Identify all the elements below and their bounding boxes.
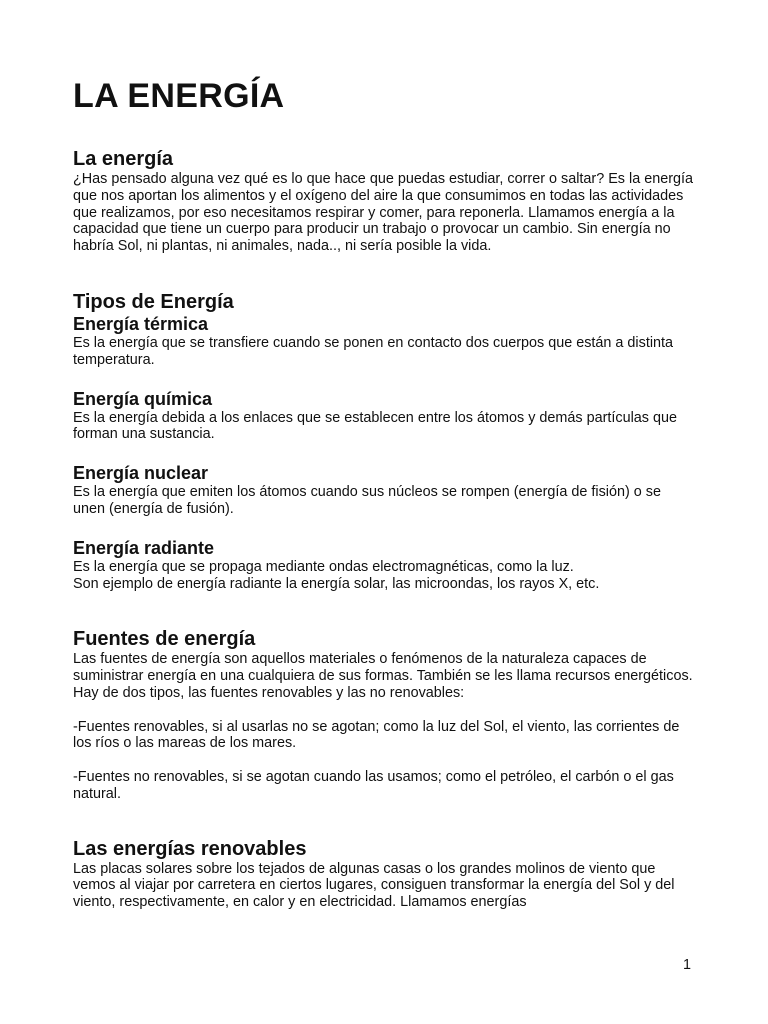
section-heading: Tipos de Energía (73, 290, 234, 313)
subsection-energia-nuclear (73, 463, 695, 518)
section-paragraph: Las placas solares sobre los tejados de algunas casas o los grandes molinos de viento que vemos al viajar por carretera en ciertos lugares, consiguen transformar la energía del Sol y del viento, respectivamente, en calor y en electricidad. Llamamos energías (73, 860, 675, 911)
subsection-energia-termica (73, 314, 695, 369)
section-energias-renovables (73, 837, 695, 911)
subsection-energia-radiante (73, 538, 695, 593)
subsection-heading: Energía radiante (73, 537, 215, 558)
page-number: 1 (682, 957, 691, 973)
section-fuentes-de-energia (73, 627, 695, 802)
section-heading: La energía (73, 148, 174, 170)
section-heading: Fuentes de energía (73, 628, 256, 651)
subsection-heading: Energía química (73, 388, 213, 409)
section-paragraph: ¿Has pensado alguna vez qué es lo que hace que puedas estudiar, correr o saltar? Es la energía que nos aportan los alimentos y el oxígeno del aire la que consumimos en todas las actividades que realizamos, por eso necesitamos respirar y comer, para reponerla. Llamamos energía a la capacidad que tiene un cuerpo para producir un trabajo o provocar un cambio. Sin energía no habría Sol, ni plantas, ni animales, nada.., ni sería posible la vida. (73, 171, 693, 255)
subsection-heading: Energía térmica (73, 313, 209, 334)
document-title: LA ENERGÍA (73, 77, 285, 115)
subsection-energia-quimica (73, 389, 695, 444)
section-la-energia (73, 147, 695, 255)
document-page (73, 78, 695, 911)
subsection-heading: Energía nuclear (73, 463, 209, 484)
subsection-paragraph: Es la energía que se transfiere cuando se ponen en contacto dos cuerpos que están a distinta temperatura. (73, 334, 674, 368)
subsection-paragraph: Es la energía que emiten los átomos cuando sus núcleos se rompen (energía de fisión) o se unen (energía de fusión). (73, 484, 661, 517)
section-tipos-de-energia (73, 290, 695, 592)
section-heading: Las energías renovables (73, 837, 307, 860)
subsection-paragraph: Es la energía que se propaga mediante ondas electromagnéticas, como la luz. Son ejemplo de energía radiante la energía solar, las microondas, los rayos X, etc. (73, 558, 600, 592)
section-paragraph: Las fuentes de energía son aquellos materiales o fenómenos de la naturaleza capaces de suministrar energía en una cualquiera de sus formas. También se les llama recursos energéticos. Hay de dos tipos, las fuentes renovables y las no renovables: -Fuentes renovables, si al usarlas no se agotan; como la luz del Sol, el viento, las corrientes de los ríos o las mareas de los mares. -Fuentes no renovables, si se agotan cuando las usamos; como el petróleo, el carbón o el gas natural. (73, 651, 693, 802)
subsection-paragraph: Es la energía debida a los enlaces que se establecen entre los átomos y demás partículas que forman una sustancia. (73, 409, 677, 443)
